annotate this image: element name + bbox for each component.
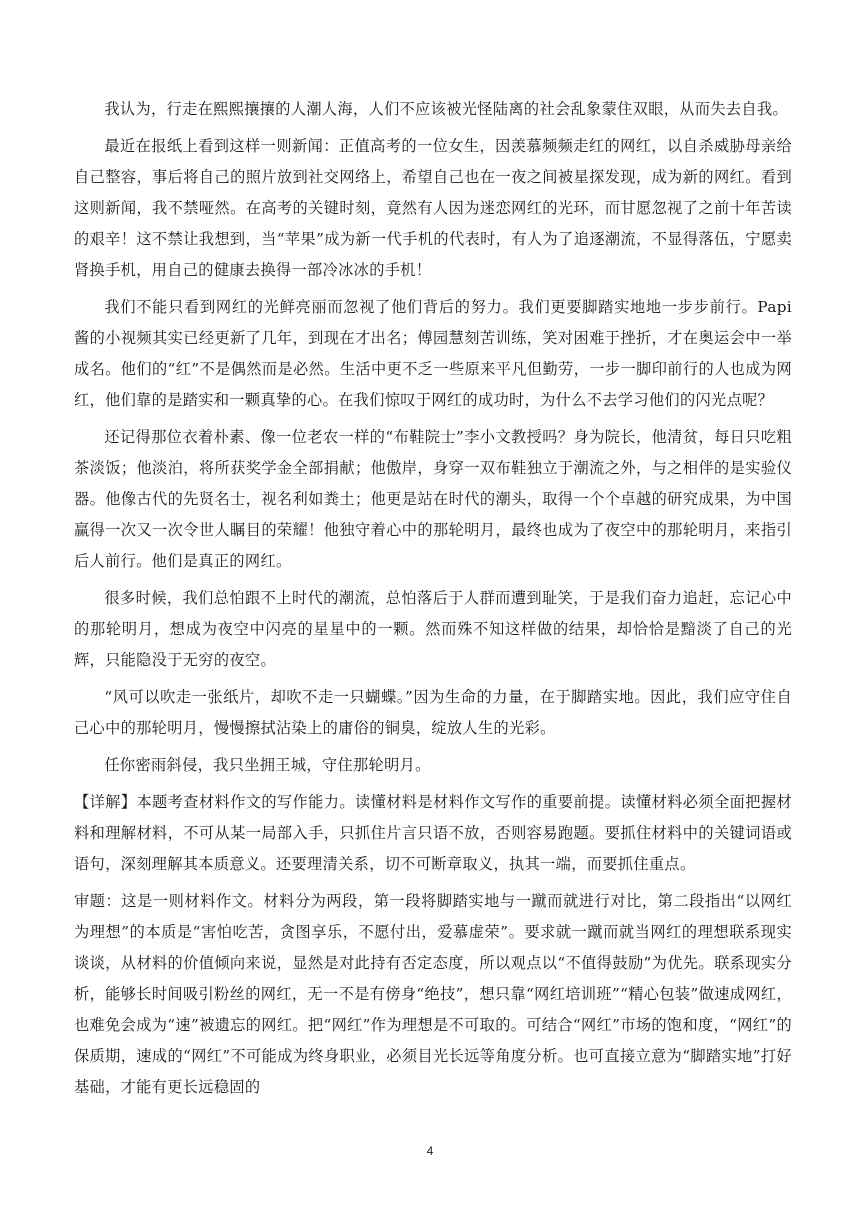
analysis-detail: 【详解】本题考查材料作文的写作能力。读懂材料是材料作文写作的重要前提。读懂材料必须全面把握材料和理解材料，不可从某一局部入手，只抓住片言只语不放，否则容易跑题。要抓住材料中的关键词语或语句，深刻理解其本质意义。还要理清关系，切不可断章取义，执其一端，而要抓住重点。: [74, 793, 792, 873]
essay-paragraph-7: 任你密雨斜侵，我只坐拥王城，守住那轮明月。: [104, 756, 431, 774]
essay-paragraph-6: “风可以吹走一张纸片，却吹不走一只蝴蝶。”因为生命的力量，在于脚踏实地。因此，我们应守住自己心中的那轮明月，慢慢擦拭沾染上的庸俗的铜臭，绽放人生的光彩。: [74, 688, 792, 737]
essay-paragraph-3: 我们不能只看到网红的光鲜亮丽而忽视了他们背后的努力。我们更要脚踏实地地一步步前行。Papi 酱的小视频其实已经更新了几年，到现在才出名；傅园慧刻苦训练，笑对困难于挫折，才在奥运会中一举成名。他们的“红”不是偶然而是必然。生活中更不乏一些原来平凡但勤劳，一步一脚印前行的人也成为网红，他们靠的是踏实和一颗真挚的心。在我们惊叹于网红的成功时，为什么不去学习他们的闪光点呢？: [74, 298, 792, 409]
essay-paragraph-4: 还记得那位衣着朴素、像一位老农一样的“布鞋院士”李小文教授吗？身为院长，他清贫，每日只吃粗茶淡饭；他淡泊，将所获奖学金全部捐献；他傲岸，身穿一双布鞋独立于潮流之外，与之相伴的是实验仪器。他像古代的先贤名士，视名利如粪土；他更是站在时代的潮头，取得一个个卓越的研究成果，为中国赢得一次又一次令世人瞩目的荣耀！他独守着心中的那轮明月，最终也成为了夜空中的那轮明月，来指引后人前行。他们是真正的网红。: [74, 428, 792, 570]
essay-paragraph-5: 很多时候，我们总怕跟不上时代的潮流，总怕落后于人群而遭到耻笑，于是我们奋力追赶，忘记心中的那轮明月，想成为夜空中闪亮的星星中的一颗。然而殊不知这样做的结果，却恰恰是黯淡了自己的光辉，只能隐没于无穷的夜空。: [74, 589, 792, 669]
page-number: 4: [426, 1144, 434, 1158]
essay-paragraph-2: 最近在报纸上看到这样一则新闻：正值高考的一位女生，因羡慕频频走红的网红，以自杀威胁母亲给自己整容，事后将自己的照片放到社交网络上，希望自己也在一夜之间被星探发现，成为新的网红。看到这则新闻，我不禁哑然。在高考的关键时刻，竟然有人因为迷恋网红的光环，而甘愿忽视了之前十年苦读的艰辛！这不禁让我想到，当“苹果”成为新一代手机的代表时，有人为了追逐潮流，不显得落伍，宁愿卖肾换手机，用自己的健康去换得一部冷冰冰的手机！: [74, 137, 792, 279]
analysis-review: 审题：这是一则材料作文。材料分为两段，第一段将脚踏实地与一蹴而就进行对比，第二段指出“以网红为理想”的本质是“害怕吃苦，贪图享乐，不愿付出，爱慕虚荣”。要求就一蹴而就当网红的理想联系现实谈谈，从材料的价值倾向来说，显然是对此持有否定态度，所以观点以“不值得鼓励”为优先。联系现实分析，能够长时间吸引粉丝的网红，无一不是有傍身“绝技”，想只靠“网红培训班”“精心包装”做速成网红，也难免会成为“速”被遗忘的网红。把“网红”作为理想是不可取的。可结合“网红”市场的饱和度，“网红”的保质期，速成的“网红”不可能成为终身职业，必须目光长远等角度分析。也可直接立意为“脚踏实地”打好基础，才能有更长远稳固的: [74, 892, 792, 1096]
essay-paragraph-1: 我认为，行走在熙熙攘攘的人潮人海，人们不应该被光怪陆离的社会乱象蒙住双眼，从而失去自我。: [104, 100, 789, 118]
document-body: [74, 94, 792, 1103]
